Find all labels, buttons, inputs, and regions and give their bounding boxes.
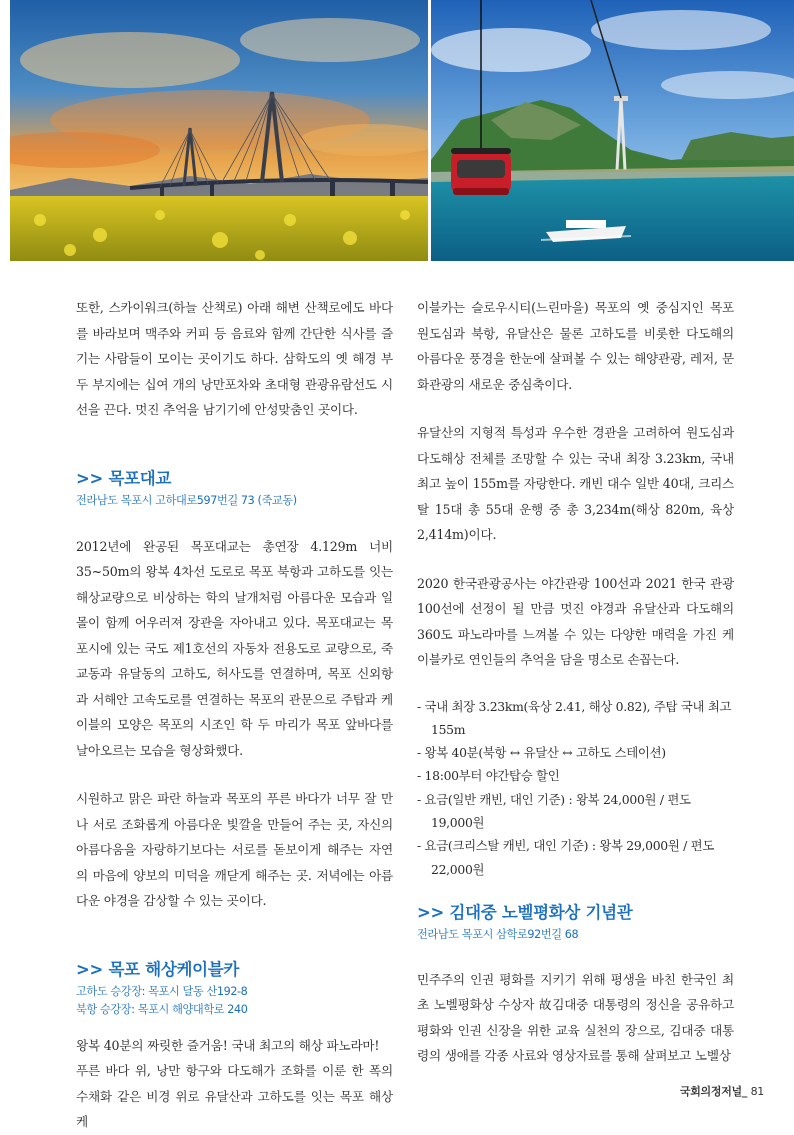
memorial-paragraph: 민주주의 인권 평화를 지키기 위해 평생을 바친 한국인 최초 노벨평화상 수상자 故김대중 대통령의 정신을 공유하고 평화와 인권 신장을 위한 교육 실천의 장으로, 김대중 대통령의 생애를 각종 사료와 영상자료를 통해 살펴보고 노벨상 [417,971,734,1064]
skywalk-paragraph: 또한, 스카이워크(하늘 산책로) 아래 해변 산책로에도 바다를 바라보며 맥주와 커피 등 음료와 함께 간단한 식사를 즐기는 사람들이 모이는 곳이기도 하다. 삼학도의 옛 해경 부두 부지에는 십여 개의 낭만포차와 초대형 관광유람선도 시선을 끈다. 멋진 추억을 남기기에 안성맞춤인 곳이다. [76,300,393,417]
list-item: - 18:00부터 야간탑승 할인 [417,768,560,784]
left-column [76,295,393,1135]
cable-car-paragraph-3: 2020 한국관광공사는 야간관광 100선과 2021 한국 관광 100선에 선정이 될 만큼 멋진 야경과 유달산과 다도해의 360도 파노라마를 느껴볼 수 있는 다양한 매력을 가진 케이블카로 연인들의 추억을 담을 명소로 손꼽는다. [417,575,734,667]
mokpo-bridge-address: 전라남도 목포시 고하대로597번길 73 (죽교동) [76,493,297,507]
cable-car-paragraph-continued: 이블카는 슬로우시티(느린마을) 목포의 옛 중심지인 목포 원도심과 북항, 유달산은 물론 고하도를 비롯한 다도해의 아름다운 풍경을 한눈에 살펴볼 수 있는 해양관광, 레저, 문화관광의 새로운 중심축이다. [417,300,734,392]
bridge-sunset-illustration [10,0,428,261]
list-item: - 왕복 40분(북항 ↔ 유달산 ↔ 고하도 스테이션) [417,745,666,761]
cable-car-tagline: 왕복 40분의 짜릿한 즐거움! 국내 최고의 해상 파노라마! [76,1037,380,1053]
cable-car-paragraph-start: 푸른 바다 위, 낭만 항구와 다도해가 조화를 이룬 한 폭의 수채화 같은 비경 위로 유달산과 고하도를 잇는 목포 해상케 [76,1063,393,1129]
page-number: 81 [750,1085,764,1098]
cable-car-facts-list [417,695,734,881]
cable-car-paragraph-2: 유달산의 지형적 특성과 우수한 경관을 고려하여 원도심과 다도해상 전체를 조망할 수 있는 국내 최장 3.23km, 국내 최고 높이 155m를 자랑한다. 캐빈 대수 일반 40대, 크리스탈 15대 총 55대 운행 중 총 3,234m(해상 820m, 육상 2,414m)이다. [417,425,734,542]
list-item: - 요금(일반 캐빈, 대인 기준) : 왕복 24,000원 / 편도 19,000원 [417,791,691,830]
mokpo-bridge-title: >> 목포대교 [76,468,172,488]
cable-car-address-bukhang: 북항 승강장: 목포시 해양대학로 240 [76,1002,248,1016]
mokpo-bridge-paragraph-2: 시원하고 맑은 파란 하늘과 목포의 푸른 바다가 너무 잘 만나 서로 조화롭게 아름다운 빛깔을 만들어 주는 곳, 자신의 아름다움을 자랑하기보다는 서로를 돋보이게 해주는 자연의 마음에 양보의 미덕을 깨닫게 해주는 곳. 저녁에는 아름다운 야경을 감상할 수 있는 곳이다. [76,791,393,908]
magazine-name: 국회의정저널_ [679,1085,748,1098]
cable-car-photo [431,0,794,261]
right-column [417,295,734,1069]
mokpo-bridge-photo [10,0,428,261]
memorial-title: >> 김대중 노벨평화상 기념관 [417,902,633,922]
list-item: - 요금(크리스탈 캐빈, 대인 기준) : 왕복 29,000원 / 편도 22,000원 [417,838,715,877]
memorial-address: 전라남도 목포시 삼학로92번길 68 [417,927,579,941]
page-footer [680,1083,764,1099]
cable-car-title: >> 목포 해상케이블카 [76,959,240,979]
header-photos [10,0,794,261]
list-item: - 국내 최장 3.23km(육상 2.41, 해상 0.82), 주탑 국내 최고 155m [417,698,732,737]
mokpo-bridge-paragraph-1: 2012년에 완공된 목포대교는 총연장 4.129m 너비 35~50m의 왕복 4차선 도로로 목포 북항과 고하도를 잇는 해상교량으로 비상하는 학의 날개처럼 아름다운 모습과 일몰이 함께 어우러져 장관을 자아내고 있다. 목포대교는 목포시에 있는 국도 제1호선의 자동차 전용도로 교량으로, 죽교동과 유달동의 고하도, 허사도를 연결하며, 목포 신외항과 서해안 고속도로를 연결하는 목포의 관문으로 주탑과 케이블의 모양은 목포의 시조인 학 두 마리가 목포 앞바다를 날아오르는 모습을 형상화했다. [76,538,393,758]
cable-car-address-gohado: 고하도 승강장: 목포시 달동 산192-8 [76,984,248,998]
cable-car-illustration [431,0,794,261]
